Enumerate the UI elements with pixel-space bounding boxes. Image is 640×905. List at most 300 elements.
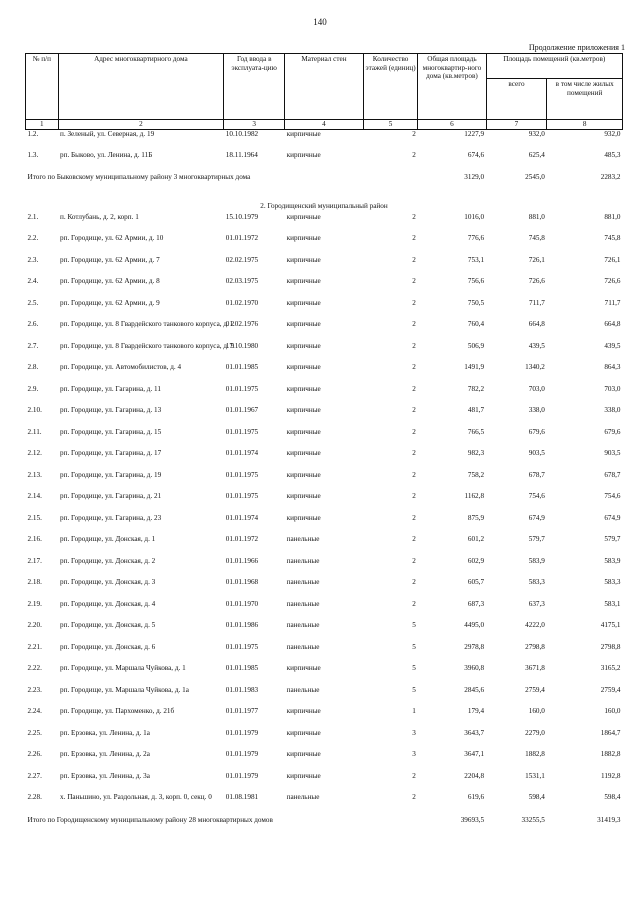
row-living-area: 583,9 (604, 556, 621, 565)
row-floors: 2 (412, 771, 416, 780)
col-header-floors: Количество этажей (единиц) (363, 54, 418, 120)
row-year: 01.01.1972 (225, 234, 259, 242)
row-material: кирпичные (286, 234, 321, 242)
row-floors: 2 (412, 363, 416, 371)
row-total-area: 601,2 (467, 535, 485, 543)
row-floors: 2 (412, 793, 416, 801)
row-number: 2.20. (27, 621, 42, 629)
district-heading: 2. Городищенский муниципальный район (260, 201, 388, 210)
row-material: панельные (286, 642, 320, 651)
row-material: кирпичные (286, 212, 321, 221)
row-living-area: 726,1 (604, 255, 621, 264)
table-row (26, 406, 623, 428)
table-row (26, 557, 623, 579)
row-total-area: 2204,8 (464, 771, 485, 780)
col-number: 7 (486, 120, 547, 130)
row-all-area: 678,7 (528, 470, 545, 479)
row-all-area: 439,5 (528, 341, 545, 350)
row-total-area: 758,2 (467, 470, 485, 479)
row-address: п. Котлубань, д. 2, корп. 1 (60, 212, 139, 221)
col-header-rooms-area: Площадь помещений (кв.метров) (486, 54, 622, 79)
row-number: 2.5. (27, 298, 39, 307)
summary-living: 31419,3 (597, 815, 621, 824)
table-row (26, 643, 623, 665)
row-number: 2.28. (27, 793, 42, 801)
row-year: 18.11.1964 (225, 150, 258, 159)
row-material: панельные (286, 621, 320, 629)
row-year: 01.01.1979 (225, 771, 259, 780)
row-living-area: 439,5 (604, 341, 621, 350)
row-material: кирпичные (286, 363, 321, 371)
row-address: х. Паньшино, ул. Раздольная, д. 3, корп. 0, секц. 0 (60, 793, 212, 801)
row-address: рп. Городище, ул. Гагарина, д. 17 (60, 449, 162, 457)
row-all-area: 726,6 (528, 277, 545, 285)
row-number: 2.17. (27, 556, 42, 565)
row-floors: 2 (412, 470, 416, 479)
table-header (26, 54, 623, 130)
row-address: рп. Городище, ул. Гагарина, д. 23 (60, 513, 162, 522)
row-address: рп. Городище, ул. Автомобилистов, д. 4 (60, 363, 182, 371)
row-material: кирпичные (286, 406, 321, 414)
row-material: кирпичные (286, 728, 321, 737)
row-all-area: 2759,4 (525, 685, 545, 694)
row-total-area: 982,3 (467, 449, 485, 457)
row-year: 01.01.1975 (225, 492, 259, 500)
row-all-area: 160,0 (528, 707, 545, 715)
row-floors: 2 (412, 212, 416, 221)
row-year: 02.03.1975 (225, 277, 259, 285)
housing-table (25, 53, 623, 839)
row-floors: 2 (412, 341, 416, 350)
row-year: 01.01.1975 (225, 642, 259, 651)
row-address: рп. Городище, ул. Гагарина, д. 13 (60, 406, 162, 414)
row-number: 2.3. (27, 255, 39, 264)
summary-label: Итого по Городищенскому муниципальному району 28 многоквартирных домов (27, 815, 273, 824)
row-living-area: 1864,7 (600, 728, 621, 737)
row-year: 01.02.1976 (225, 320, 259, 328)
row-material: панельные (286, 578, 320, 586)
row-address: рп. Городище, ул. Гагарина, д. 21 (60, 492, 162, 500)
row-material: кирпичные (286, 341, 321, 350)
empty-cell (285, 815, 364, 839)
row-all-area: 745,8 (528, 234, 545, 242)
table-row (26, 664, 623, 686)
row-material: панельные (286, 599, 320, 608)
row-living-area: 881,0 (604, 212, 621, 221)
row-material: кирпичные (286, 150, 321, 159)
row-living-area: 2759,4 (600, 685, 621, 694)
row-floors: 2 (412, 320, 416, 328)
row-all-area: 703,0 (528, 384, 545, 393)
col-number: 3 (224, 120, 285, 130)
row-all-area: 583,9 (528, 556, 545, 565)
row-material: кирпичные (286, 255, 321, 264)
row-year: 01.01.1975 (225, 470, 259, 479)
row-total-area: 179,4 (467, 707, 485, 715)
col-header-num: № п/п (26, 54, 59, 120)
row-year: 01.01.1968 (225, 578, 259, 586)
row-living-area: 711,7 (604, 298, 621, 307)
row-year: 10.10.1982 (225, 130, 259, 138)
row-year: 01.01.1977 (225, 707, 259, 715)
row-floors: 2 (412, 406, 416, 414)
row-material: кирпичные (286, 277, 321, 285)
row-floors: 1 (412, 707, 416, 715)
row-all-area: 579,7 (528, 535, 545, 543)
row-material: кирпичные (286, 513, 321, 522)
summary-district1 (26, 172, 623, 213)
row-living-area: 674,9 (604, 513, 621, 522)
row-floors: 2 (412, 384, 416, 393)
row-living-area: 579,7 (604, 535, 621, 543)
table-row (26, 707, 623, 729)
row-material: кирпичные (286, 427, 321, 436)
row-material: панельные (286, 685, 320, 694)
row-address: рп. Быково, ул. Ленина, д. 11Б (60, 150, 153, 159)
table-row (26, 385, 623, 407)
empty-cell (363, 815, 418, 839)
row-year: 01.01.1983 (225, 685, 259, 694)
row-address: рп. Городище, ул. Маршала Чуйкова, д. 1а (60, 685, 189, 694)
row-number: 2.13. (27, 470, 42, 479)
row-living-area: 485,3 (604, 150, 621, 159)
row-number: 2.21. (27, 642, 42, 651)
row-year: 01.01.1970 (225, 599, 259, 608)
table-row (26, 600, 623, 622)
row-material: кирпичные (286, 750, 321, 758)
row-living-area: 3165,2 (600, 664, 621, 672)
row-address: рп. Городище, ул. 62 Армии, д. 8 (60, 277, 160, 285)
row-year: 01.01.1979 (225, 728, 259, 737)
col-header-total-area: Общая площадь многоквартир-ного дома (кв.метров) (418, 54, 486, 120)
row-all-area: 1531,1 (525, 771, 545, 780)
row-floors: 5 (412, 621, 416, 629)
column-numbers-row (26, 120, 623, 130)
row-floors: 2 (412, 578, 416, 586)
row-floors: 2 (412, 599, 416, 608)
row-living-area: 583,1 (604, 599, 621, 608)
table-row (26, 363, 623, 385)
table-row (26, 428, 623, 450)
row-floors: 2 (412, 298, 416, 307)
col-number: 6 (418, 120, 486, 130)
row-number: 2.14. (27, 492, 42, 500)
row-total-area: 766,5 (467, 427, 485, 436)
row-address: рп. Городище, ул. Донская, д. 2 (60, 556, 156, 565)
row-total-area: 687,3 (467, 599, 485, 608)
table-row (26, 342, 623, 364)
summary-district2 (26, 815, 623, 839)
table-row (26, 514, 623, 536)
row-number: 2.19. (27, 599, 42, 608)
page-number: 140 (313, 17, 327, 27)
table-row (26, 320, 623, 342)
row-all-area: 2798,8 (525, 642, 545, 651)
row-address: рп. Городище, ул. Гагарина, д. 19 (60, 470, 162, 479)
col-header-year: Год ввода в эксплуата-цию (224, 54, 285, 120)
row-living-area: 583,3 (604, 578, 621, 586)
row-number: 2.18. (27, 578, 42, 586)
row-number: 2.9. (27, 384, 39, 393)
empty-cell (285, 172, 364, 202)
row-number: 2.25. (27, 728, 42, 737)
row-living-area: 679,6 (604, 427, 621, 436)
row-number: 2.7. (27, 341, 39, 350)
table-row (26, 578, 623, 600)
row-address: п. Зеленый, ул. Северная, д. 19 (60, 130, 155, 138)
row-total-area: 1162,8 (464, 492, 485, 500)
row-living-area: 4175,1 (600, 621, 621, 629)
row-year: 01.01.1986 (225, 621, 259, 629)
row-year: 17.10.1980 (225, 341, 259, 350)
row-number: 2.11. (27, 427, 42, 436)
row-living-area: 1882,8 (600, 750, 621, 758)
table-row (26, 256, 623, 278)
summary-living: 2283,2 (600, 172, 621, 181)
summary-total: 39693,5 (460, 815, 485, 824)
row-material: кирпичные (286, 707, 321, 715)
row-year: 02.02.1975 (225, 255, 259, 264)
row-number: 2.24. (27, 707, 42, 715)
summary-row (26, 172, 623, 202)
row-all-area: 625,4 (528, 150, 545, 159)
row-address: рп. Городище, ул. Донская, д. 5 (60, 621, 156, 629)
row-total-area: 481,7 (467, 406, 485, 414)
row-living-area: 754,6 (604, 492, 621, 500)
row-year: 15.10.1979 (225, 212, 259, 221)
row-address: рп. Городище, ул. 8 Гвардейского танкового корпуса, д. 9 (60, 341, 235, 350)
row-floors: 2 (412, 255, 416, 264)
row-living-area: 678,7 (604, 470, 621, 479)
row-number: 1.3. (27, 150, 39, 159)
row-all-area: 598,4 (528, 793, 545, 801)
row-floors: 5 (412, 685, 416, 694)
row-living-area: 726,6 (604, 277, 621, 285)
row-all-area: 711,7 (528, 298, 545, 307)
row-floors: 2 (412, 130, 416, 138)
col-header-material: Материал стен (285, 54, 364, 120)
row-floors: 2 (412, 513, 416, 522)
row-total-area: 782,2 (467, 384, 485, 393)
row-floors: 2 (412, 449, 416, 457)
row-living-area: 338,0 (604, 406, 621, 414)
summary-all: 33255,5 (521, 815, 545, 824)
table-row (26, 621, 623, 643)
row-all-area: 664,8 (528, 320, 545, 328)
table-body-district2 (26, 213, 623, 815)
row-total-area: 602,9 (467, 556, 485, 565)
row-all-area: 881,0 (528, 212, 545, 221)
row-number: 2.8. (27, 363, 39, 371)
row-material: кирпичные (286, 298, 321, 307)
row-total-area: 1491,9 (464, 363, 485, 371)
row-address: рп. Городище, ул. 62 Армии, д. 7 (60, 255, 160, 264)
row-all-area: 679,6 (528, 427, 545, 436)
row-total-area: 3643,7 (464, 728, 485, 737)
table-row (26, 686, 623, 708)
row-number: 2.15. (27, 513, 42, 522)
row-material: панельные (286, 556, 320, 565)
row-floors: 2 (412, 492, 416, 500)
row-all-area: 637,3 (528, 599, 545, 608)
row-all-area: 932,0 (528, 130, 545, 138)
table-body-district1 (26, 130, 623, 172)
row-all-area: 754,6 (528, 492, 545, 500)
row-address: рп. Ерзовка, ул. Ленина, д. 1а (60, 728, 150, 737)
row-number: 2.6. (27, 320, 39, 328)
table-row (26, 151, 623, 172)
row-year: 01.01.1967 (225, 406, 259, 414)
continuation-note: Продолжение приложения 1 (528, 43, 625, 52)
row-total-area: 506,9 (467, 341, 485, 350)
table-row (26, 130, 623, 151)
row-living-area: 745,8 (604, 234, 621, 242)
row-living-area: 903,5 (604, 449, 621, 457)
table-row (26, 535, 623, 557)
empty-cell (363, 172, 418, 202)
row-living-area: 2798,8 (600, 642, 621, 651)
row-address: рп. Городище, ул. Маршала Чуйкова, д. 1 (60, 664, 186, 672)
row-address: рп. Городище, ул. Гагарина, д. 11 (60, 384, 161, 393)
row-year: 01.01.1974 (225, 449, 259, 457)
row-living-area: 703,0 (604, 384, 621, 393)
row-year: 01.08.1981 (225, 793, 259, 801)
table-row (26, 492, 623, 514)
row-all-area: 674,9 (528, 513, 545, 522)
district-heading-row (26, 202, 623, 213)
row-number: 2.27. (27, 771, 42, 780)
row-all-area: 583,3 (528, 578, 545, 586)
row-material: кирпичные (286, 492, 321, 500)
row-living-area: 664,8 (604, 320, 621, 328)
row-all-area: 4222,0 (525, 621, 545, 629)
row-total-area: 605,7 (467, 578, 485, 586)
row-total-area: 674,6 (467, 150, 485, 159)
row-floors: 2 (412, 556, 416, 565)
row-floors: 2 (412, 234, 416, 242)
row-year: 01.01.1985 (225, 363, 259, 371)
row-living-area: 1192,8 (601, 771, 621, 780)
table-row (26, 299, 623, 321)
row-total-area: 2845,6 (464, 685, 485, 694)
row-floors: 3 (412, 728, 416, 737)
row-year: 01.01.1972 (225, 535, 259, 543)
summary-row (26, 815, 623, 839)
row-year: 01.01.1966 (225, 556, 259, 565)
row-total-area: 760,4 (467, 320, 485, 328)
summary-total: 3129,0 (464, 172, 485, 181)
row-total-area: 756,6 (467, 277, 485, 285)
row-address: рп. Ерзовка, ул. Ленина, д. 2а (60, 750, 150, 758)
row-total-area: 3647,1 (464, 750, 485, 758)
row-floors: 2 (412, 427, 416, 436)
col-header-all: всего (486, 79, 547, 120)
row-total-area: 2978,8 (464, 642, 485, 651)
row-number: 2.16. (27, 535, 42, 543)
row-number: 1.2. (27, 130, 39, 138)
table-row (26, 729, 623, 751)
row-address: рп. Ерзовка, ул. Ленина, д. 3а (60, 771, 150, 780)
row-floors: 2 (412, 150, 416, 159)
row-address: рп. Городище, ул. Донская, д. 3 (60, 578, 156, 586)
row-number: 2.1. (27, 212, 39, 221)
row-total-area: 875,9 (467, 513, 485, 522)
row-floors: 5 (412, 664, 416, 672)
row-living-area: 932,0 (604, 130, 621, 138)
row-year: 01.02.1970 (225, 298, 259, 307)
row-all-area: 726,1 (528, 255, 545, 264)
table-row (26, 471, 623, 493)
col-header-address: Адрес многоквартирного дома (58, 54, 224, 120)
row-all-area: 338,0 (528, 406, 545, 414)
row-total-area: 1016,0 (464, 212, 485, 221)
row-year: 01.01.1975 (225, 384, 259, 393)
row-all-area: 2279,0 (525, 728, 545, 737)
row-floors: 2 (412, 277, 416, 285)
row-material: панельные (286, 535, 320, 543)
row-address: рп. Городище, ул. 62 Армии, д. 9 (60, 298, 160, 307)
row-material: панельные (286, 793, 320, 801)
row-material: кирпичные (286, 130, 321, 138)
row-year: 01.01.1985 (225, 664, 259, 672)
col-header-living: в том числе жилых помещений (547, 79, 623, 120)
row-living-area: 864,3 (604, 363, 621, 371)
col-number: 8 (547, 120, 623, 130)
row-address: рп. Городище, ул. Гагарина, д. 15 (60, 427, 162, 436)
row-number: 2.12. (27, 449, 42, 457)
row-floors: 3 (412, 750, 416, 758)
summary-label: Итого по Быковскому муниципальному району 3 многоквартирных дома (27, 172, 251, 181)
table-row (26, 793, 623, 815)
row-material: кирпичные (286, 384, 321, 393)
row-year: 01.01.1974 (225, 513, 259, 522)
row-number: 2.22. (27, 664, 42, 672)
row-material: кирпичные (286, 320, 321, 328)
row-total-area: 776,6 (467, 234, 485, 242)
row-address: рп. Городище, ул. 62 Армии, д. 10 (60, 234, 164, 242)
row-floors: 2 (412, 535, 416, 543)
row-all-area: 1882,8 (525, 750, 545, 758)
summary-all: 2545,0 (525, 172, 545, 181)
table-row (26, 234, 623, 256)
row-living-area: 598,4 (604, 793, 621, 801)
row-address: рп. Городище, ул. Пархоменко, д. 21б (60, 707, 175, 715)
col-number: 2 (58, 120, 224, 130)
col-number: 4 (285, 120, 364, 130)
row-number: 2.2. (27, 234, 39, 242)
row-address: рп. Городище, ул. Донская, д. 6 (60, 642, 156, 651)
table-row (26, 449, 623, 471)
col-number: 1 (26, 120, 59, 130)
row-material: кирпичные (286, 449, 321, 457)
row-number: 2.10. (27, 406, 42, 414)
table-row (26, 277, 623, 299)
table-row (26, 772, 623, 794)
row-total-area: 750,5 (467, 298, 485, 307)
row-number: 2.26. (27, 750, 42, 758)
row-material: кирпичные (286, 470, 321, 479)
row-total-area: 619,6 (467, 793, 485, 801)
row-year: 01.01.1975 (225, 427, 259, 436)
row-all-area: 1340,2 (525, 363, 545, 371)
row-material: кирпичные (286, 771, 321, 780)
row-total-area: 3960,8 (464, 664, 485, 672)
row-number: 2.4. (27, 277, 39, 285)
col-number: 5 (363, 120, 418, 130)
row-living-area: 160,0 (604, 707, 621, 715)
row-floors: 5 (412, 642, 416, 651)
row-total-area: 4495,0 (464, 621, 485, 629)
